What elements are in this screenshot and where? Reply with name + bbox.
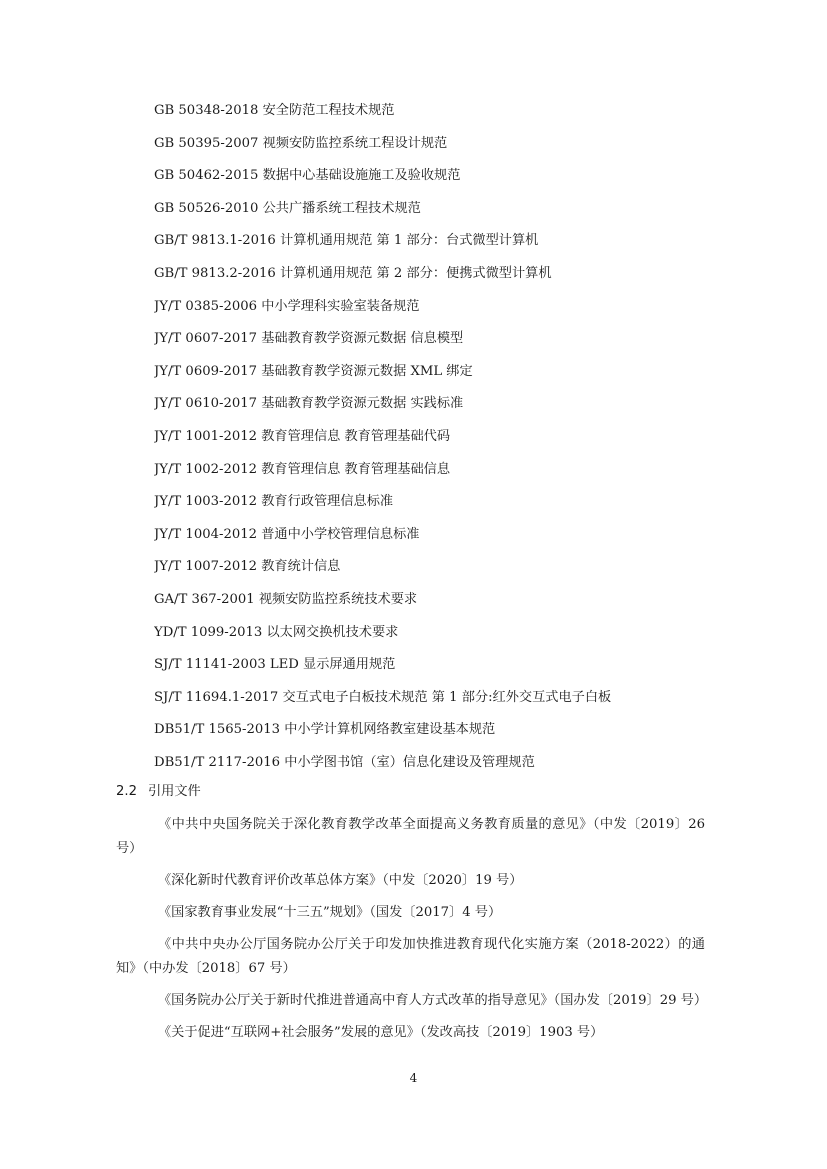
standard-item: GB 50348-2018 安全防范工程技术规范 (154, 103, 395, 118)
standard-item: JY/T 1007-2012 教育统计信息 (154, 559, 341, 575)
standard-item: GB/T 9813.2-2016 计算机通用规范 第 2 部分：便携式微型计算机 (154, 265, 552, 281)
standard-item: JY/T 0607-2017 基础教育教学资源元数据 信息模型 (154, 331, 464, 347)
standard-item: JY/T 0385-2006 中小学理科实验室装备规范 (154, 298, 420, 314)
standard-item: GA/T 367-2001 视频安防监控系统技术要求 (154, 591, 418, 607)
standard-item: JY/T 1002-2012 教育管理信息 教育管理基础信息 (154, 461, 451, 477)
section-number: 2.2 (116, 784, 137, 799)
standard-item: SJ/T 11141-2003 LED 显示屏通用规范 (154, 657, 396, 673)
section-title: 引用文件 (148, 784, 201, 799)
standard-item: JY/T 0609-2017 基础教育教学资源元数据 XML 绑定 (154, 363, 473, 379)
document-item: 《深化新时代教育评价改革总体方案》（中发〔2020〕19 号） (158, 873, 523, 888)
standards-list (154, 98, 754, 782)
standard-item: GB/T 9813.1-2016 计算机通用规范 第 1 部分：台式微型计算机 (154, 233, 539, 249)
standard-item: JY/T 0610-2017 基础教育教学资源元数据 实践标准 (154, 396, 464, 412)
standard-item: GB 50462-2015 数据中心基础设施施工及验收规范 (154, 168, 461, 184)
document-item: 《关于促进“互联网+社会服务”发展的意见》（发改高技〔2019〕1903 号） (158, 1025, 604, 1040)
standard-item: GB 50526-2010 公共广播系统工程技术规范 (154, 200, 421, 216)
referenced-documents-list (116, 813, 708, 1053)
page-number: 4 (409, 1071, 418, 1085)
section-heading (116, 780, 201, 804)
standard-item: JY/T 1001-2012 教育管理信息 教育管理基础代码 (154, 428, 451, 444)
document-item: 《中共中央办公厅国务院办公厅关于印发加快推进教育现代化实施方案（2018-2022）的通知》（中办发〔2018〕67 号） (116, 937, 705, 976)
document-item: 《中共中央国务院关于深化教育教学改革全面提高义务教育质量的意见》（中发〔2019〕26 号） (116, 817, 705, 856)
document-item: 《国务院办公厅关于新时代推进普通高中育人方式改革的指导意见》（国办发〔2019〕29 号） (158, 993, 708, 1008)
standard-item: GB 50395-2007 视频安防监控系统工程设计规范 (154, 135, 448, 151)
document-item: 《国家教育事业发展“十三五”规划》（国发〔2017〕4 号） (158, 905, 502, 920)
standard-item: DB51/T 2117-2016 中小学图书馆（室）信息化建设及管理规范 (154, 754, 535, 770)
standard-item: JY/T 1003-2012 教育行政管理信息标准 (154, 494, 394, 510)
standard-item: DB51/T 1565-2013 中小学计算机网络教室建设基本规范 (154, 722, 496, 738)
standard-item: JY/T 1004-2012 普通中小学校管理信息标准 (154, 526, 420, 542)
standard-item: YD/T 1099-2013 以太网交换机技术要求 (154, 624, 399, 640)
standard-item: SJ/T 11694.1-2017 交互式电子白板技术规范 第 1 部分:红外交互式电子白板 (154, 689, 612, 705)
